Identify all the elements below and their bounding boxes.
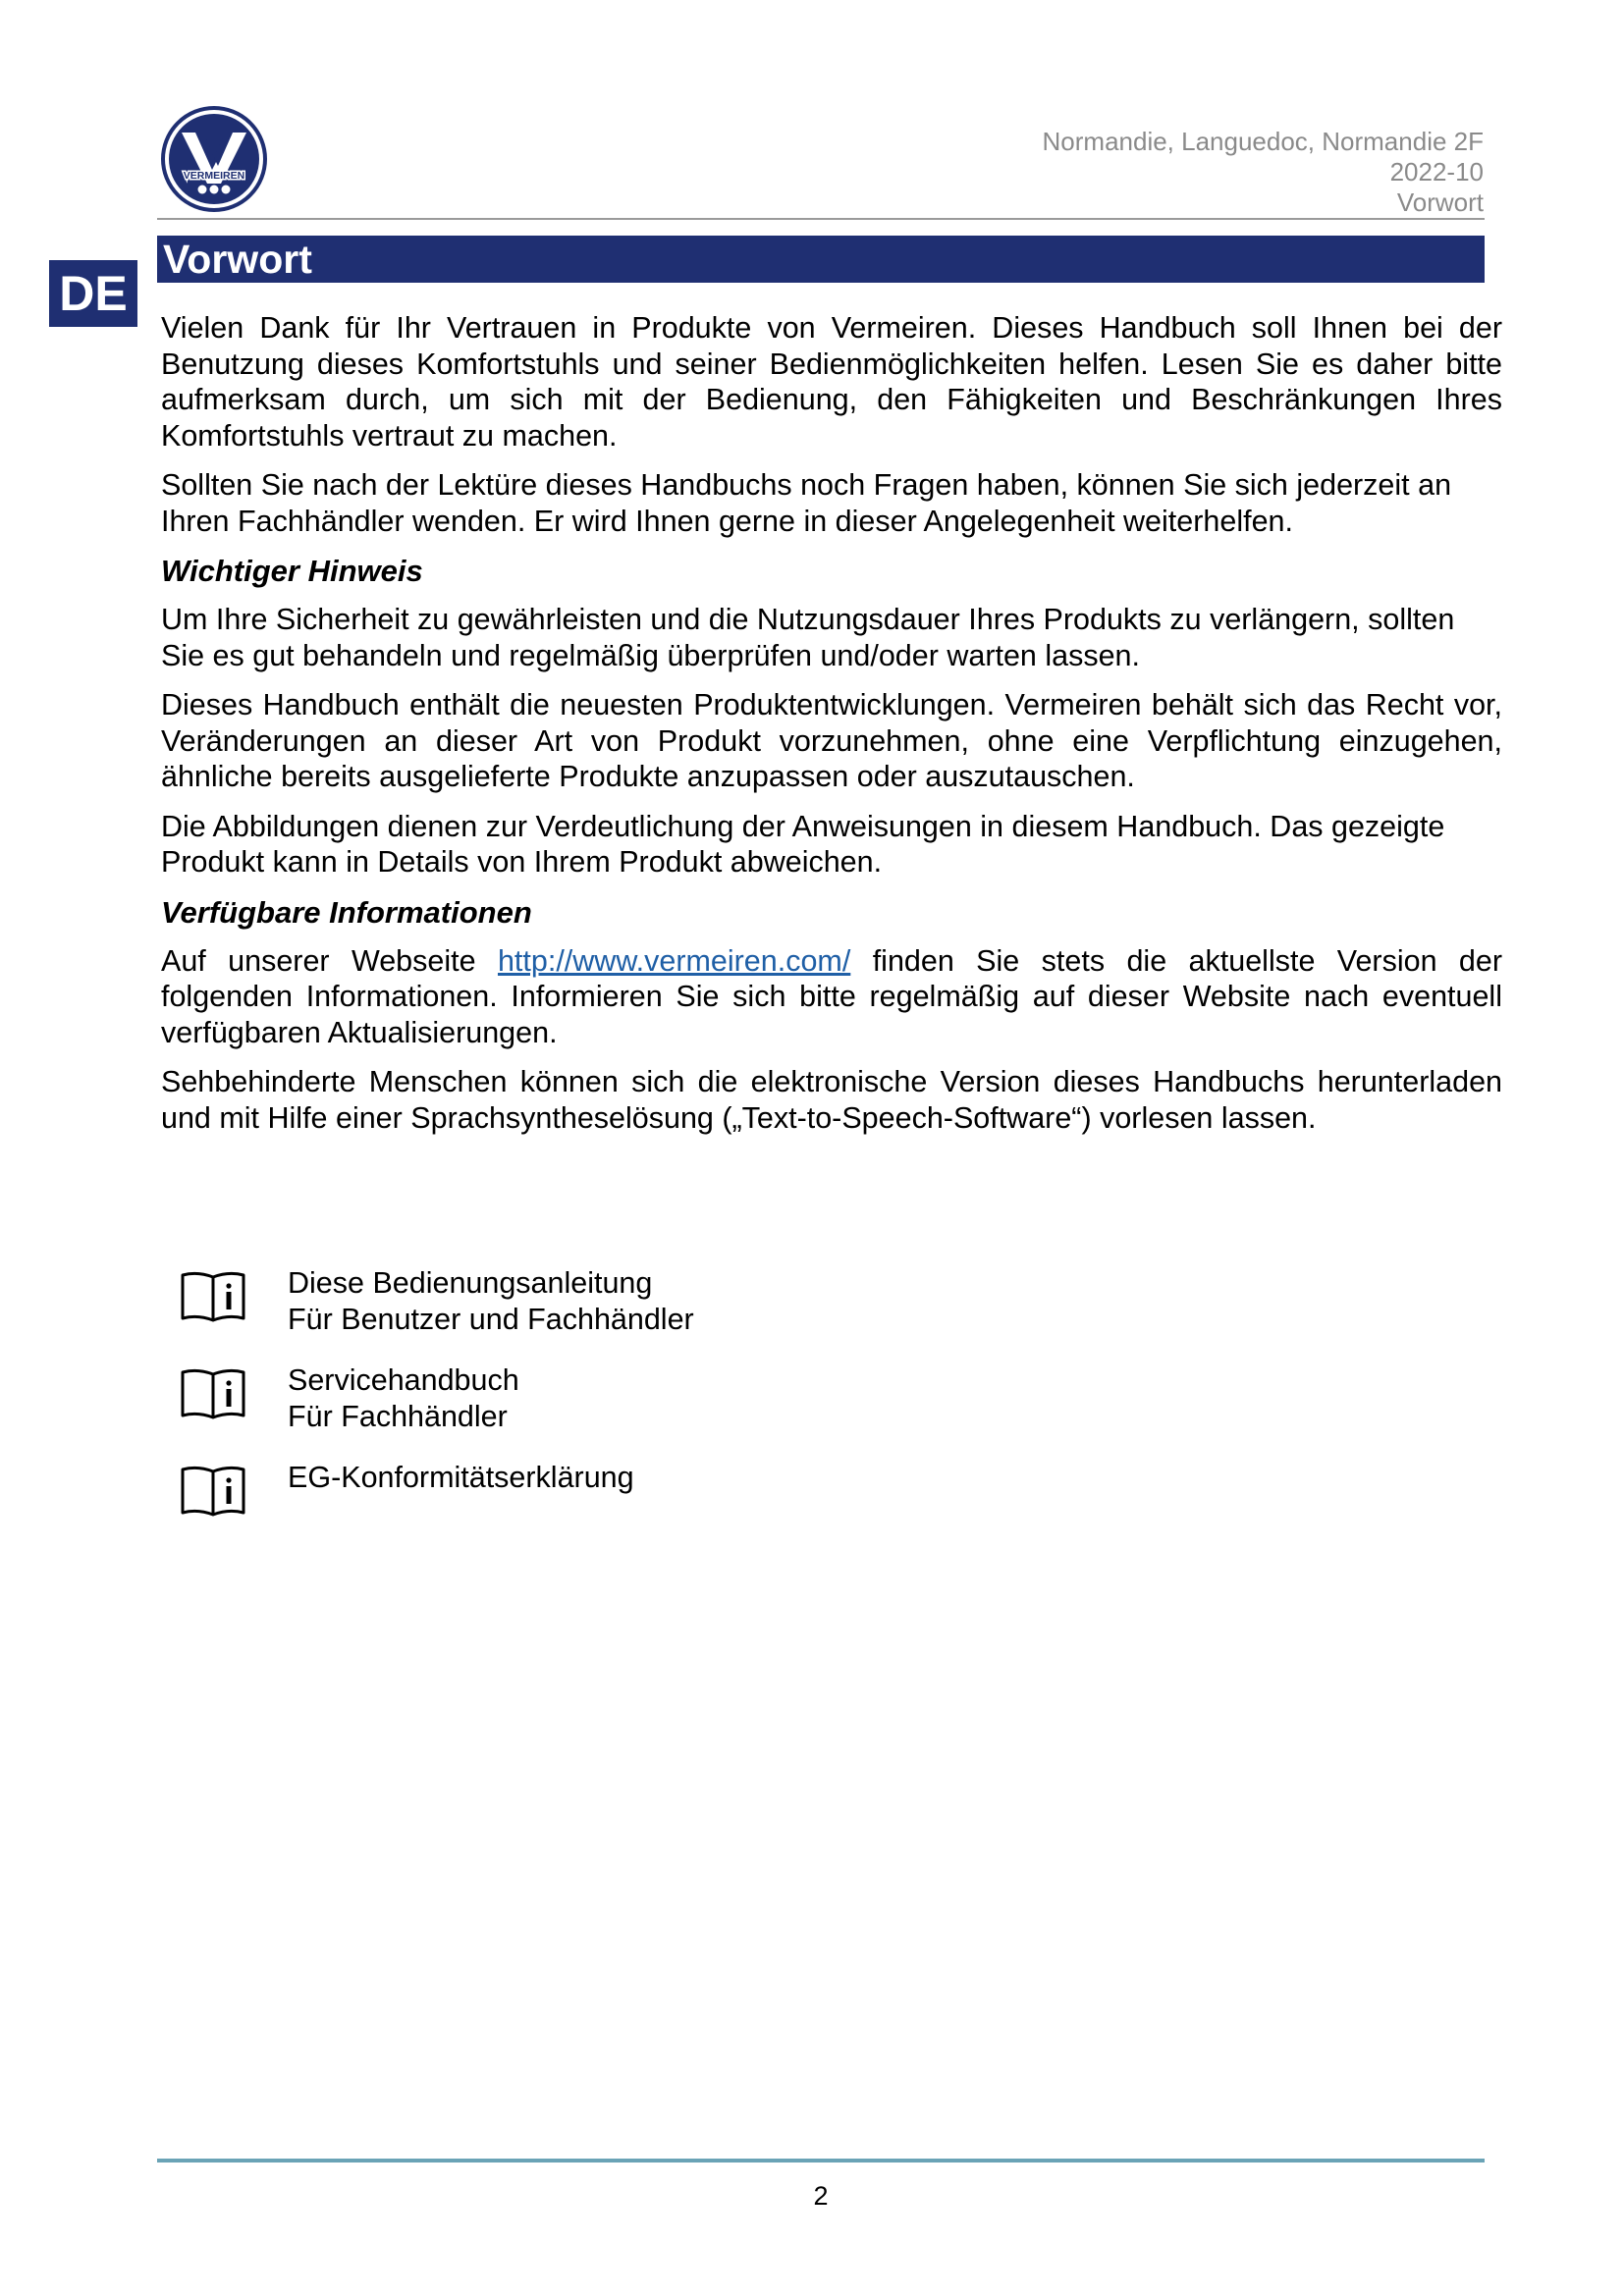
info-item-title: Diese Bedienungsanleitung [288,1266,653,1300]
page-number: 2 [813,2181,829,2211]
info-item-conformity [180,1456,1063,1553]
header-divider [157,218,1485,220]
questions-paragraph: Sollten Sie nach der Lektüre dieses Handbuchs noch Fragen haben, können Sie sich jederzeit an Ihren Fachhändler wenden. Er wird Ihnen gerne in dieser Angelegenheit weiterhelfen. [161,468,1452,538]
manual-info-icon [180,1464,246,1519]
header-meta [796,127,1484,218]
info-item-subtitle: Für Benutzer und Fachhändler [288,1303,694,1336]
developments-paragraph: Dieses Handbuch enthält die neuesten Produktentwicklungen. Vermeiren behält sich das Recht vor, Veränderungen an dieser Art von Produkt vorzunehmen, ohne eine Verpflichtung einzugehen, ähnliche bereits ausgelieferte Produkte anzupassen oder auszutauschen. [161,688,1502,793]
visually-impaired-paragraph: Sehbehinderte Menschen können sich die elektronische Version dieses Handbuchs herunterladen und mit Hilfe einer Sprachsyntheselösung („Text-to-Speech-Software“) vorlesen lassen. [161,1065,1502,1135]
info-item-service-manual [180,1359,1063,1456]
available-documents-list [180,1261,1063,1553]
svg-text:VERMEIREN: VERMEIREN [183,170,245,182]
info-item-subtitle: Für Fachhändler [288,1400,508,1433]
website-paragraph [161,943,1502,1051]
illustrations-paragraph: Die Abbildungen dienen zur Verdeutlichung der Anweisungen in diesem Handbuch. Das gezeigte Produkt kann in Details von Ihrem Produkt abweichen. [161,809,1445,879]
available-info-heading: Verfügbare Informationen [161,894,532,930]
info-item-texts [288,1460,634,1496]
language-badge: DE [49,260,137,327]
manual-info-icon [180,1366,246,1421]
website-link[interactable]: http://www.vermeiren.com/ [497,943,851,978]
info-item-title: Servicehandbuch [288,1363,519,1397]
section-name: Vorwort [1396,187,1484,217]
main-content [161,310,1502,1149]
website-text-after: finden Sie stets die aktuellste Version der folgenden Informationen. Informieren Sie sich bitte regelmäßig auf dieser Website nach eventuell verfügbaren Aktualisierungen. [161,943,1503,1049]
footer-divider [157,2159,1485,2163]
document-date: 2022-10 [1389,157,1484,187]
manual-info-icon [180,1269,246,1324]
safety-paragraph: Um Ihre Sicherheit zu gewährleisten und die Nutzungsdauer Ihres Produkts zu verlängern, sollten Sie es gut behandeln und regelmäßig überprüfen und/oder warten lassen. [161,603,1455,672]
website-text-before: Auf unserer Webseite [161,943,498,978]
important-heading: Wichtiger Hinweis [161,554,423,588]
info-item-title: EG-Konformitätserklärung [288,1461,634,1494]
page-title: Vorwort [157,236,1485,283]
vermeiren-logo [160,105,268,213]
intro-paragraph: Vielen Dank für Ihr Vertrauen in Produkte von Vermeiren. Dieses Handbuch soll Ihnen bei der Benutzung dieses Komfortstuhls und seiner Bedienmöglichkeiten helfen. Lesen Sie es daher bitte aufmerksam durch, um sich mit der Bedienung, den Fähigkeiten und Beschränkungen Ihres Komfortstuhls vertraut zu machen. [161,311,1502,453]
info-item-user-manual [180,1261,1063,1359]
info-item-texts [288,1362,519,1435]
info-item-texts [288,1265,694,1338]
product-line: Normandie, Languedoc, Normandie 2F [1042,127,1484,156]
